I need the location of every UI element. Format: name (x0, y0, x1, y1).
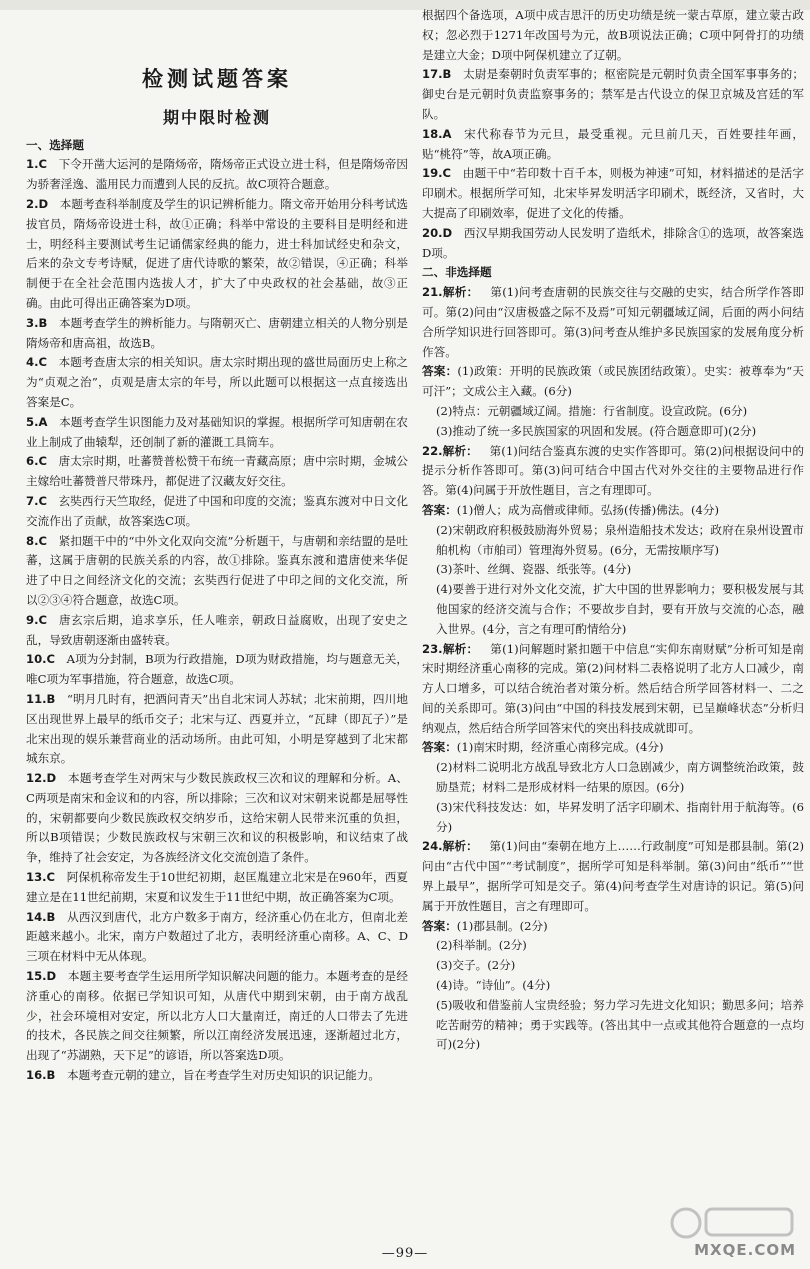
question-number: 2.D (26, 196, 60, 211)
answer-subpoint: (2)宋朝政府积极鼓励海外贸易；泉州造船技术发达；政府在泉州设置市舶机构（市舶司）管理海外贸易。(6分，无需按顺序写) (436, 522, 804, 557)
answer-block (422, 362, 804, 402)
continued-text: 根据四个备选项，A项中成吉思汗的历史功绩是统一蒙古草原，建立蒙古政权；忽必烈于1271年改国号为元，故B项说法正确；C项中阿骨打的功绩是建立大金；D项中阿保机建立了辽朝。 (422, 8, 804, 62)
question-number: 19.C (422, 166, 463, 181)
answer-text: 太尉是秦朝时负责军事的；枢密院是元朝时负责全国军事事务的；御史台是元朝时负责监察事务的；禁军是古代设立的保卫京城及宫廷的军队。 (422, 67, 804, 121)
question-number: 13.C (26, 870, 67, 885)
question-number: 9.C (26, 612, 59, 627)
question-number: 23.解析： (422, 641, 491, 656)
answer-label: 答案： (422, 918, 457, 933)
answer-text: (1)郡县制。(2分) (456, 918, 548, 933)
answer-subpoint: (2)材料二说明北方战乱导致北方人口急剧减少，南方调整统治政策，鼓励垦荒；材料二是形成材料一结果的原因。(6分) (436, 760, 804, 795)
question-number: 14.B (26, 909, 67, 924)
question-number: 24.解析： (422, 839, 490, 854)
answer-item (26, 908, 408, 967)
answer-text: 紧扣题干中的“中外文化双向交流”分析题干，与唐朝和亲结盟的是吐蕃，这属于唐朝的民族关系的内容，故①排除。鉴真东渡和遣唐使来华促进了中日之间经济文化的交流；玄奘西行促进了中印之间的文化交流，所以②③④符合题意，故选C项。 (26, 533, 408, 607)
answer-text: 本题考查科举制度及学生的识记辨析能力。隋文帝开始用分科考试选拔官员，隋炀帝设进士科，故①正确；科举中常设的主要科目是明经和进士，明经科主要测试考生记诵儒家经典的能力，进士科加试经史和杂文，后来的杂文专考诗赋，促进了唐代诗歌的繁荣，故②错误，④正确；科举制便于在全社会范围内选拔人才，扩大了中央政权的社会基础，故③正确。由此可得出正确答案为D项。 (26, 196, 408, 310)
answer-text: 从西汉到唐代，北方户数多于南方，经济重心仍在北方，但南北差距越来越小。北宋，南方户数超过了北方，表明经济重心南移。A、C、D三项在材料中无从体现。 (26, 909, 408, 964)
question-number: 18.A (422, 126, 464, 141)
answer-text: (1)南宋时期，经济重心南移完成。(4分) (456, 740, 664, 755)
page-number: —99— (381, 1246, 429, 1261)
answer-item (26, 967, 408, 1066)
answer-item (26, 492, 408, 532)
answer-label: 答案： (422, 740, 457, 755)
answer-item (422, 640, 804, 739)
answer-subpoint: (4)要善于进行对外文化交流，扩大中国的世界影响力；要积极发展与其他国家的经济交流与合作；不要故步自封，要有开放与交流的心态，融入世界。(4分，言之有理可酌情给分) (436, 582, 804, 636)
answer-text: 第(1)问解题时紧扣题干中信息“实仰东南财赋”分析可知是南宋时期经济重心南移的完成。第(2)问材料二表格说明了北方人口减少，南方人口增多，可以结合统治者对策分析。然后结合所学回答材料一、二之间的关系即可。第(3)问由“中国的科技发展到宋朝，已呈巅峰状态”分析归纳观点，然后结合所学回答宋代的突出科技成就即可。 (422, 641, 805, 735)
answer-text: 本题考查元朝的建立，旨在考查学生对历史知识的识记能力。 (66, 1068, 381, 1083)
answer-text: 本题主要考查学生运用所学知识解决问题的能力。本题考查的是经济重心的南移。依据已学知识可知，从唐代中期到宋朝，由于南方战乱少，社会环境相对安定，所以北方人口大量南迁，南迁的人口带去了先进的技术，各民族之间交往频繁，所以江南经济发展迅速，逐渐超过北方，出现了“苏湖熟，天下足”的谚语，所以答案选D项。 (26, 969, 408, 1063)
section-title: 期中限时检测 (162, 107, 271, 127)
answer-item (26, 413, 408, 453)
answer-text: 本题考查唐太宗的相关知识。唐太宗时期出现的盛世局面历史上称之为“贞观之治”，贞观是唐太宗的年号，所以此题可以根据这一点直接选出答案是C。 (26, 355, 408, 409)
answer-text: 阿保机称帝发生于10世纪初期，赵匡胤建立北宋是在960年，西夏建立是在11世纪前期，宋夏和议发生于11世纪中期，故正确答案为C项。 (26, 870, 408, 904)
two-column-body (26, 8, 805, 1086)
question-number: 15.D (26, 969, 68, 984)
answer-text: 本题考查学生识图能力及对基础知识的掌握。根据所学可知唐朝在农业上制成了曲辕犁，还创制了新的灌溉工具筒车。 (26, 414, 408, 449)
answer-text: “明月几时有，把酒问青天”出自北宋词人苏轼；北宋前期，四川地区出现世界上最早的纸币交子；北宋与辽、西夏并立，“瓦肆（即瓦子）”是北宋出现的娱乐兼营商业的活动场所。由此可知，小明是穿越到了北宋都城东京。 (26, 691, 408, 766)
answer-text: (1)僧人；成为高僧或律师。弘扬(传播)佛法。(4分) (456, 502, 719, 517)
answer-item (26, 195, 408, 314)
right-column (422, 6, 804, 1086)
answer-item (26, 868, 408, 908)
question-number: 1.C (26, 157, 59, 172)
left-column (26, 42, 408, 1086)
watermark-text: MXQE.COM (694, 1241, 796, 1259)
answer-text: 第(1)问由“秦朝在地方上……行政制度”可知是郡县制。第(2)问由“古代中国”“考试制度”，据所学可知是科举制。第(3)问由“纸币”“世界上最早”，据所学可知是交子。第(4)问考查学生对唐诗的识记。第(5)问属于开放性题目，言之有理即可。 (422, 839, 805, 913)
page-title: 检测试题答案 (142, 67, 292, 91)
answer-text: A项为分封制，B项为行政措施，D项为财政措施，均与题意无关，唯C项为军事措施，符合题意，故选C项。 (26, 652, 408, 687)
question-number: 17.B (422, 67, 463, 82)
answer-item (26, 650, 408, 690)
answer-item (422, 442, 804, 501)
answer-subpoint: (3)茶叶、丝绸、瓷器、纸张等。(4分) (436, 562, 632, 577)
question-number: 12.D (26, 771, 68, 786)
question-number: 3.B (26, 315, 59, 330)
question-number: 5.A (26, 414, 60, 429)
answer-subpoint: (3)交子。(2分) (436, 958, 516, 973)
answer-text: 下令开凿大运河的是隋炀帝，隋炀帝正式设立进士科，但是隋炀帝因为骄奢淫逸、滥用民力而遭到人民的反抗。故C项符合题意。 (26, 157, 408, 192)
answer-subpoint: (4)诗。“诗仙”。(4分) (436, 978, 551, 993)
answer-item (26, 314, 408, 354)
answer-item (26, 452, 408, 492)
answer-item (26, 611, 408, 651)
answer-label: 答案： (422, 364, 458, 379)
question-number: 21.解析： (422, 285, 491, 300)
answer-item (422, 164, 804, 223)
section-heading: 二、非选择题 (422, 265, 492, 280)
answer-text: 由题干中“若印数十百千本，则极为神速”可知，材料描述的是活字印刷术。根据所学可知，北宋毕昇发明活字印刷术，既经济，又省时，大大提高了印刷效率，促进了文化的传播。 (422, 166, 804, 220)
answer-text: 第(1)问结合鉴真东渡的史实作答即可。第(2)问根据设问中的提示分析作答即可。第(3)问可结合中国古代对外交往的主要物品进行作答。第(4)问属于开放性题目，言之有理即可。 (422, 443, 804, 498)
question-number: 20.D (422, 225, 464, 240)
answer-subpoint: (2)特点：元朝疆域辽阔。措施：行省制度。设宣政院。(6分) (436, 403, 748, 418)
question-number: 6.C (26, 454, 59, 469)
answer-text: 西汉早期我国劳动人民发明了造纸术，排除含①的选项，故答案选D项。 (422, 225, 804, 260)
answer-block (422, 501, 804, 521)
answer-item (422, 224, 804, 264)
question-number: 8.C (26, 533, 59, 548)
answer-text: 本题考查学生的辨析能力。与隋朝灭亡、唐朝建立相关的人物分别是隋炀帝和唐高祖，故选B。 (26, 315, 408, 350)
answer-text: 唐玄宗后期，追求享乐，任人唯亲，朝政日益腐败，出现了安史之乱，导致唐朝逐渐由盛转衰。 (26, 612, 408, 647)
answer-item (422, 837, 804, 916)
answer-block (422, 738, 804, 758)
answer-item (422, 283, 804, 362)
answer-text: 唐太宗时期，吐蕃赞普松赞干布统一青藏高原；唐中宗时期，金城公主嫁给吐蕃赞普尺带珠丹，都促进了汉藏友好交往。 (26, 454, 408, 489)
answer-subpoint: (3)推动了统一多民族国家的巩固和发展。(符合题意即可)(2分) (436, 423, 757, 438)
question-number: 4.C (26, 355, 59, 370)
question-number: 11.B (26, 691, 67, 706)
answer-block (422, 917, 804, 937)
answer-text: 第(1)问考查唐朝的民族交往与交融的史实，结合所学作答即可。第(2)问由“汉唐极盛之际不及焉”可知元朝疆域辽阔，后面的两小问结合所学知识进行回答即可。第(3)问考查从维护多民族国家的发展角度分析作答。 (422, 285, 804, 359)
answer-text: 本题考查学生对两宋与少数民族政权三次和议的理解和分析。A、C两项是南宋和金议和的内容，所以排除；三次和议对宋朝来说都是屈辱性的，宋朝都要向少数民族政权交纳岁币，这给宋朝人民带来沉重的负担，所以B项错误；少数民族政权与宋朝三次和议的积极影响，和议结束了战争，维持了社会安定，为各族经济文化交流创造了条件。 (26, 771, 408, 865)
answer-subpoint: (5)吸收和借鉴前人宝贵经验；努力学习先进文化知识；勤思多问；培养吃苦耐劳的精神；勇于实践等。(答出其中一点或其他符合题意的一点均可)(2分) (436, 997, 804, 1052)
question-number: 22.解析： (422, 443, 490, 458)
answer-item (26, 353, 408, 412)
question-number: 10.C (26, 652, 67, 667)
answer-item (26, 1066, 408, 1086)
question-number: 16.B (26, 1068, 67, 1083)
answer-item (26, 155, 408, 195)
section-heading: 一、选择题 (26, 137, 84, 152)
answer-text: (1)政策：开明的民族政策（或民族团结政策）。史实：被尊奉为“天可汗”；文成公主入藏。(6分) (422, 364, 804, 399)
answer-item (26, 690, 408, 769)
answer-subpoint: (3)宋代科技发达：如，毕昇发明了活字印刷术、指南针用于航海等。(6分) (436, 799, 804, 834)
answer-text: 宋代称春节为元旦，最受重视。元旦前几天，百姓要挂年画，贴“桃符”等，故A项正确。 (422, 126, 804, 161)
answer-label: 答案： (422, 502, 457, 517)
answer-item (422, 125, 804, 165)
question-number: 7.C (26, 493, 59, 508)
answer-text: 玄奘西行天竺取经，促进了中国和印度的交流；鉴真东渡对中日文化交流作出了贡献，故答案选C项。 (26, 493, 408, 528)
answer-subpoint: (2)科举制。(2分) (436, 938, 527, 953)
answer-item (422, 65, 804, 124)
answer-item (26, 769, 408, 868)
answer-item (26, 532, 408, 611)
